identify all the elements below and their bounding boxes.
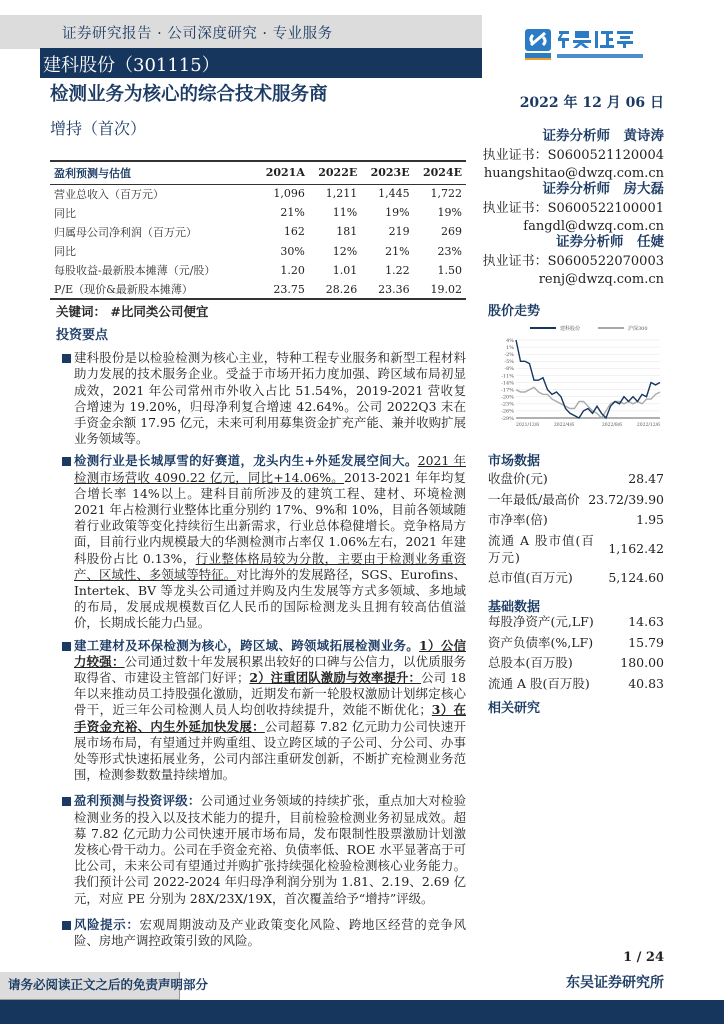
table-cell: 19% — [385, 206, 410, 220]
text-segment: 检测行业是长城厚雪的好赛道，龙头内生+外延发展空间大。 — [74, 453, 418, 469]
table-cell: 28.26 — [325, 282, 358, 296]
text-segment: 行业整体格局较为分散，主要由于检测业务重资产、区域性、多领域等特征。 — [74, 550, 466, 582]
table-cell: 1.20 — [280, 263, 305, 277]
table-cell: 23% — [437, 244, 462, 258]
label: 流通 A 股(百万股) — [488, 675, 590, 691]
y-tick-label: -29% — [501, 415, 514, 422]
text-segment: 对比海外的发展路径，SGS、Eurofins、Intertek、BV 等龙头公司通过并购及内生发展等方式多领域、多地域的布局，发展成规模数百亿人民币的国际检测龙头且拥有较高估值溢价，长期成长能力凸显。 — [74, 566, 466, 631]
text-segment: 2013-2021 年年均复合增长率 14%以上。建科目前所涉及的建筑工程、建材、环境检测 2021 年占检测行业整体比重分别约 17%、9%和 10%，目前各领域随着行业政策等变化持续衍生出新需求，行业总体稳健增长。竞争格局方面，目前行业内规模最大的华测检测市占率仅 1.06%左右，2021 年建科股份占比 0.13%， — [74, 469, 466, 566]
text-segment: 盈利预测与投资评级： — [74, 793, 201, 809]
y-tick-label: -26% — [501, 408, 514, 415]
analyst-email[interactable]: fangdl@dwzq.com.cn — [523, 219, 664, 234]
row-label: 每股收益-最新股本摊薄（元/股） — [54, 264, 216, 278]
table-cell: 219 — [388, 225, 410, 239]
table-cell: 1,445 — [378, 187, 410, 201]
table-cell: 1,722 — [430, 187, 462, 201]
label: 资产负债率(%,LF) — [488, 634, 594, 650]
institute-name: 东吴证券研究所 — [566, 975, 664, 991]
paragraph-text — [62, 453, 466, 631]
text-segment: 风险提示： — [74, 916, 140, 932]
value: 1,162.42 — [608, 541, 664, 556]
analyst-title: 证券分析师 黄诗涛 — [542, 128, 664, 144]
market-row — [488, 532, 664, 566]
table-header: 盈利预测与估值 — [50, 161, 256, 184]
bullet-icon — [62, 642, 71, 651]
row-label: P/E（现价&最新股本摊薄） — [54, 283, 193, 297]
keywords: 关键词： #比同类公司便宜 — [56, 304, 209, 320]
value: 23.72/39.90 — [588, 491, 664, 507]
label: 总股本(百万股) — [488, 655, 573, 670]
y-tick-label: -5% — [504, 359, 514, 366]
section-title-market-data: 市场数据 — [488, 454, 541, 469]
paragraph-text — [62, 917, 466, 949]
table-cell: 21% — [280, 206, 305, 220]
disclaimer-text: 请务必阅读正文之后的免责声明部分 — [8, 977, 209, 992]
text-segment: 3）在手资金充裕、内生外延加快发展： — [74, 702, 467, 734]
table-cell: 269 — [441, 225, 462, 239]
text-segment: 宏观周期波动及产业政策变化风险、跨地区经营的竞争风险、房地产调控政策引致的风险。 — [74, 916, 467, 949]
text-segment: 公司超募 7.82 亿元助力公司快速开展市场布局，有望通过并购重组、设立跨区域的子公司、分公司、办事处等形式快速拓展业务，公司内部注重研发创新，不断扩充检测业务范围，检测参数数量持续增加。 — [74, 718, 467, 783]
report-category-band — [0, 15, 482, 49]
report-date: 2022 年 12 月 06 日 — [519, 95, 664, 111]
text-segment: 2）注重团队激励与效率提升： — [249, 669, 422, 685]
table-cell: 30% — [280, 244, 305, 258]
rating: 增持（首次） — [50, 119, 147, 138]
investment-point — [62, 453, 466, 631]
report-headline: 检测业务为核心的综合技术服务商 — [50, 84, 328, 105]
table-cell: 1,211 — [325, 187, 358, 201]
text-segment: 公司通过数十年发展积累出较好的口碑与公信力，以优质服务取得省、市建设主管部门好评； — [74, 653, 467, 685]
investment-point — [62, 793, 466, 906]
value: 14.63 — [628, 614, 664, 629]
analyst-title: 证券分析师 任婕 — [556, 234, 664, 250]
table-row — [50, 184, 466, 203]
table-cell: 12% — [332, 244, 358, 258]
table-cell: 11% — [332, 206, 358, 220]
basic-row — [488, 675, 664, 692]
y-tick-label: -8% — [504, 366, 514, 373]
page-number: 1 / 24 — [623, 950, 664, 965]
market-row — [488, 569, 664, 586]
investment-point — [62, 638, 466, 784]
legend-label: 沪深300 — [628, 326, 648, 332]
y-tick-label: -20% — [501, 394, 514, 401]
row-label: 同比 — [54, 206, 76, 220]
value: 40.83 — [628, 675, 664, 691]
label: 流通 A 股市值(百万元) — [488, 532, 595, 565]
value: 1.95 — [636, 512, 664, 527]
table-row — [50, 280, 466, 299]
table-cell: 23.36 — [378, 282, 410, 296]
y-tick-label: 1% — [506, 344, 514, 351]
text-segment: 建工建材及环保检测为核心，跨区域、跨领域拓展检测业务。 — [74, 637, 420, 653]
label: 市净率(倍) — [488, 512, 548, 527]
table-row — [50, 261, 466, 280]
basic-row — [488, 634, 664, 651]
company-name-bar: 建科股份（301115） — [40, 48, 482, 78]
table-cell: 19.02 — [430, 282, 462, 296]
table-row — [50, 242, 466, 261]
label: 每股净资产(元,LF) — [488, 614, 594, 629]
table-cell: 1.22 — [385, 263, 410, 277]
section-title-investment-highlights: 投资要点 — [56, 328, 109, 344]
value: 15.79 — [628, 634, 664, 650]
table-cell: 1.50 — [437, 263, 462, 277]
y-tick-label: -23% — [501, 401, 514, 408]
investment-point — [62, 917, 466, 949]
label: 一年最低/最高价 — [488, 491, 580, 507]
value: 28.47 — [628, 471, 664, 486]
table-cell: 19% — [437, 206, 462, 220]
y-tick-label: -17% — [501, 387, 514, 394]
section-title-price-trend: 股价走势 — [488, 304, 541, 319]
table-cell: 162 — [283, 225, 305, 239]
y-tick-label: -2% — [504, 351, 514, 358]
bullet-icon — [62, 457, 71, 466]
market-row — [488, 491, 664, 508]
bullet-icon — [62, 797, 71, 806]
disclaimer-box — [0, 972, 209, 1000]
row-label: 同比 — [54, 245, 76, 259]
paragraph-text — [62, 793, 466, 906]
label: 总市值(百万元) — [488, 570, 573, 585]
report-category: 证券研究报告 · 公司深度研究 · 专业服务 — [62, 26, 333, 42]
x-tick-label: 2022/8/6 — [601, 423, 623, 428]
analyst-cert: 执业证书：S0600521120004 — [482, 148, 664, 163]
table-cell: 1.01 — [332, 263, 358, 277]
paragraph-text — [62, 638, 466, 784]
market-row — [488, 511, 664, 528]
x-tick-label: 2021/12/6 — [516, 423, 540, 428]
forecast-table — [50, 160, 466, 300]
table-cell: 21% — [385, 244, 410, 258]
x-tick-label: 2022/4/6 — [553, 423, 575, 428]
y-tick-label: -11% — [501, 373, 514, 380]
table-header: 2024E — [414, 161, 466, 184]
value: 5,124.60 — [608, 570, 664, 585]
y-tick-label: -14% — [501, 380, 514, 387]
text-segment: 公司 18 年以来推动员工持股强化激励，近期发布新一轮股权激励计划绑定核心骨干，近三年公司检测人员人均创收持续提升，效能不断优化； — [74, 669, 467, 718]
table-cell: 1,096 — [273, 187, 305, 201]
table-header: 2022E — [309, 161, 361, 184]
analyst-title: 证券分析师 房大磊 — [542, 181, 664, 197]
table-cell: 23.75 — [273, 282, 305, 296]
basic-row — [488, 613, 664, 630]
label: 收盘价(元) — [488, 471, 548, 486]
bullet-icon — [62, 354, 71, 363]
text-segment: 2021 年检测市场营收 4090.22 亿元，同比+14.06%。 — [74, 453, 466, 485]
text-segment: 公司通过业务领域的持续扩张，重点加大对检验检测业务的投入以及技术能力的提升，目前检验检测业务初显成效。超募 7.82 亿元助力公司快速开展市场布局，发布限制性股票激励计划激发核心骨干动力。公司在手资金充裕、负债率低、ROE 水平显著高于可比公司，未来公司有望通过并购扩张持续强化检验检测核心业务能力。我们预计公司 2022-2024 年归母净利润分别为 1.81、2.19、2.69 亿元，对应 PE 分别为 28X/23X/19X，首次覆盖给予“增持”评级。 — [74, 793, 467, 906]
section-title-basic-data: 基础数据 — [488, 600, 541, 615]
bullet-icon — [62, 921, 71, 930]
text-segment: 1）公信力较强： — [74, 637, 467, 669]
footer-band — [0, 1000, 724, 1024]
basic-row — [488, 654, 664, 671]
value: 180.00 — [620, 655, 664, 670]
row-label: 营业总收入（百万元） — [54, 187, 164, 201]
row-label: 归属母公司净利润（百万元） — [54, 225, 197, 239]
section-title-related-research: 相关研究 — [488, 701, 541, 716]
text-segment: 建科股份是以检验检测为核心主业，特种工程专业服务和新型工程材料助力发展的技术服务企业。受益于市场开拓力度加强、跨区域布局初显成效，2021 年公司常州市外收入占比 51.54%，2019-2021 营收复合增速为 19.20%，归母净利复合增速 42.64%。公司 2022Q3 末在手资金余额 17.95 亿元，未来可利用募集资金扩充产能、兼并收购扩展业务领域等。 — [74, 350, 466, 447]
market-row — [488, 470, 664, 487]
table-row — [50, 222, 466, 241]
analyst-email[interactable]: huangshitao@dwzq.com.cn — [483, 166, 664, 181]
analyst-cert: 执业证书：S0600522100001 — [482, 201, 664, 216]
table-cell: 181 — [336, 225, 358, 239]
y-tick-label: 4% — [506, 337, 514, 344]
main-column — [50, 160, 466, 949]
table-header: 2021A — [256, 161, 309, 184]
x-tick-label: 2022/12/6 — [636, 423, 660, 428]
price-trend-chart — [488, 318, 664, 430]
series-line-csi300 — [516, 387, 660, 418]
soochow-logo — [525, 27, 675, 61]
analyst-cert: 执业证书：S0600522070003 — [482, 254, 664, 269]
table-row — [50, 203, 466, 222]
paragraph-text — [62, 350, 466, 447]
legend-label: 建科股份 — [560, 326, 581, 332]
analyst-email[interactable]: renj@dwzq.com.cn — [538, 272, 664, 287]
table-header: 2023E — [361, 161, 413, 184]
investment-point — [62, 350, 466, 447]
